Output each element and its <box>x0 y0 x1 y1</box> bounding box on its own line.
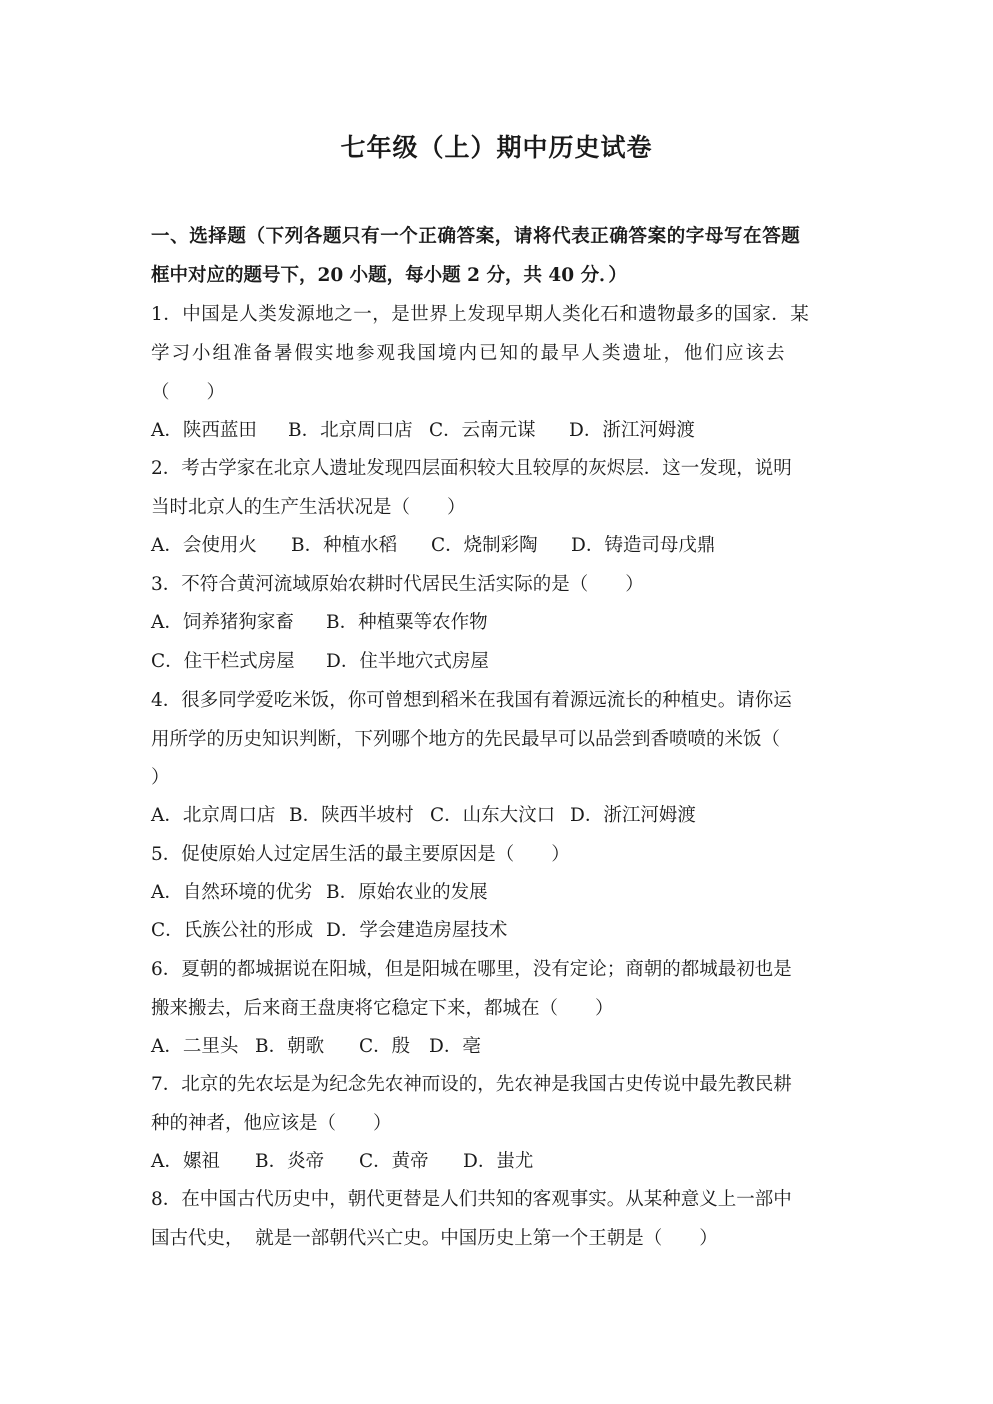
question-5-option-d: D．学会建造房屋技术 <box>326 920 508 941</box>
question-6-option-c: C．殷 <box>359 1036 411 1057</box>
question-7-options <box>151 1149 851 1175</box>
question-3-options-row-1 <box>151 610 851 636</box>
question-6-option-a: A．二里头 <box>151 1036 239 1057</box>
question-3-option-b: B．种植粟等农作物 <box>326 612 488 633</box>
section-heading-line-2: 框中对应的题号下，20 小题，每小题 2 分，共 40 分．） <box>151 265 627 286</box>
question-1-options <box>151 418 851 444</box>
question-7-option-b: B．炎帝 <box>255 1151 325 1172</box>
question-2-option-a: A．会使用火 <box>151 535 257 556</box>
question-4-options <box>151 803 851 829</box>
question-1-text-line-1: 1．中国是人类发源地之一，是世界上发现早期人类化石和遗物最多的国家．某 <box>151 304 810 325</box>
question-3-option-c: C．住干栏式房屋 <box>151 651 295 672</box>
question-6-option-d: D．亳 <box>429 1036 481 1057</box>
question-6-text-line-2: 搬来搬去，后来商王盘庚将它稳定下来，都城在（ ） <box>151 998 614 1019</box>
question-2-option-d: D．铸造司母戊鼎 <box>571 535 716 556</box>
question-7-option-a: A．嫘祖 <box>151 1151 220 1172</box>
question-5-option-c: C．氏族公社的形成 <box>151 920 314 941</box>
section-heading-line-1: 一、选择题（下列各题只有一个正确答案，请将代表正确答案的字母写在答题 <box>151 226 801 247</box>
question-3-text-line-1: 3．不符合黄河流域原始农耕时代居民生活实际的是（ ） <box>151 574 644 595</box>
question-1-text-line-3: （ ） <box>151 382 226 403</box>
question-1-option-d: D．浙江河姆渡 <box>569 420 695 441</box>
question-1-option-c: C．云南元谋 <box>429 420 536 441</box>
question-7-option-c: C．黄帝 <box>359 1151 429 1172</box>
question-2-text-line-1: 2．考古学家在北京人遗址发现四层面积较大且较厚的灰烬层．这一发现，说明 <box>151 458 792 479</box>
question-1-text-line-2: 学习小组准备暑假实地参观我国境内已知的最早人类遗址，他们应该去 <box>151 343 787 364</box>
question-5-options-row-1 <box>151 880 851 906</box>
question-4-text-line-2: 用所学的历史知识判断，下列哪个地方的先民最早可以品尝到香喷喷的米饭（ <box>151 729 781 750</box>
question-1-option-b: B．北京周口店 <box>288 420 413 441</box>
question-4-option-a: A．北京周口店 <box>151 805 276 826</box>
page-title: 七年级（上）期中历史试卷 <box>340 133 653 162</box>
question-4-option-c: C．山东大汶口 <box>430 805 556 826</box>
question-5-option-b: B．原始农业的发展 <box>326 882 488 903</box>
question-7-text-line-1: 7．北京的先农坛是为纪念先农神而设的，先农神是我国古史传说中最先教民耕 <box>151 1074 792 1095</box>
question-3-option-d: D．住半地穴式房屋 <box>326 651 489 672</box>
question-2-options <box>151 533 851 559</box>
question-7-text-line-2: 种的神者，他应该是（ ） <box>151 1113 392 1134</box>
question-4-text-line-3: ） <box>151 767 170 788</box>
question-8-text-line-1: 8．在中国古代历史中，朝代更替是人们共知的客观事实。从某种意义上一部中 <box>151 1189 792 1210</box>
question-5-text-line-1: 5．促使原始人过定居生活的最主要原因是（ ） <box>151 844 570 865</box>
question-3-option-a: A．饲养猪狗家畜 <box>151 612 294 633</box>
question-8-text-line-2: 国古代史， 就是一部朝代兴亡史。中国历史上第一个王朝是（ ） <box>151 1228 718 1249</box>
question-2-text-line-2: 当时北京人的生产生活状况是（ ） <box>151 497 466 518</box>
question-6-option-b: B．朝歌 <box>255 1036 325 1057</box>
question-1-option-a: A．陕西蓝田 <box>151 420 257 441</box>
question-5-option-a: A．自然环境的优劣 <box>151 882 313 903</box>
question-4-option-d: D．浙江河姆渡 <box>570 805 696 826</box>
question-2-option-c: C．烧制彩陶 <box>431 535 538 556</box>
question-3-options-row-2 <box>151 649 851 675</box>
question-6-text-line-1: 6．夏朝的都城据说在阳城，但是阳城在哪里，没有定论；商朝的都城最初也是 <box>151 959 792 980</box>
question-4-text-line-1: 4．很多同学爱吃米饭，你可曾想到稻米在我国有着源远流长的种植史。请你运 <box>151 690 792 711</box>
question-5-options-row-2 <box>151 918 851 944</box>
question-4-option-b: B．陕西半坡村 <box>289 805 414 826</box>
question-2-option-b: B．种植水稻 <box>291 535 398 556</box>
question-6-options <box>151 1034 851 1060</box>
question-7-option-d: D．蚩尤 <box>463 1151 534 1172</box>
